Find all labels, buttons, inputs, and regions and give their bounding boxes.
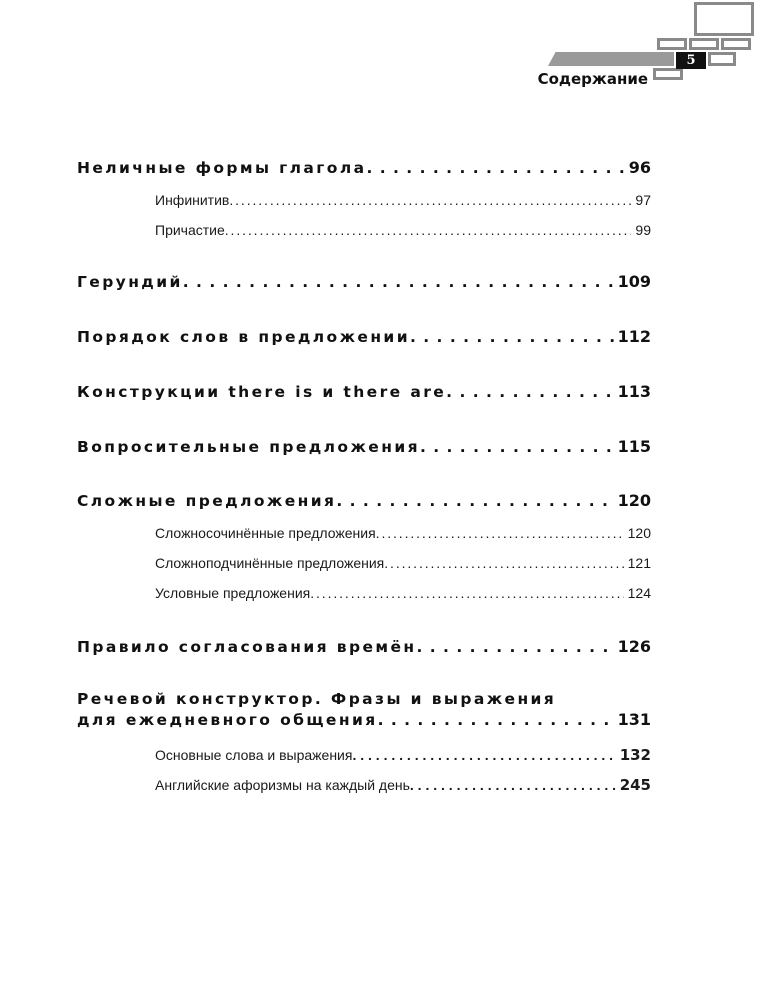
dot-leader xyxy=(410,777,616,793)
toc-subentry-label: Сложносочинённые предложения xyxy=(155,525,376,541)
page-number: 5 xyxy=(676,52,706,69)
toc-page-number: 126 xyxy=(617,637,651,656)
toc-page-number: 109 xyxy=(617,272,651,291)
toc-chapter-label: Сложные предложения xyxy=(77,492,337,510)
toc-page-number: 115 xyxy=(617,437,651,456)
ornament-box xyxy=(689,38,719,50)
toc-chapter-label: Порядок слов в предложении xyxy=(77,328,410,346)
ornament-box xyxy=(694,2,754,36)
toc-chapter[interactable] xyxy=(77,437,651,456)
toc-subentry-label: Основные слова и выражения xyxy=(155,747,353,763)
ornament-box xyxy=(653,68,683,80)
dot-leader xyxy=(183,273,614,291)
toc-page-number: 112 xyxy=(617,327,651,346)
dot-leader xyxy=(225,222,632,238)
toc-subentry[interactable] xyxy=(155,585,651,601)
toc-page-number: 120 xyxy=(617,491,651,510)
toc-chapter-label: Вопросительные предложения xyxy=(77,438,420,456)
toc-subentry-label: Сложноподчинённые предложения xyxy=(155,555,385,571)
toc-chapter-label: Конструкции there is и there are xyxy=(77,383,447,401)
toc-page-number: 99 xyxy=(635,222,651,238)
toc-chapter-label: Неличные формы глагола xyxy=(77,159,367,177)
toc-chapter-label: Герундий xyxy=(77,273,183,291)
ornament-box xyxy=(657,38,687,50)
dot-leader xyxy=(416,638,613,656)
toc-subentry[interactable] xyxy=(155,776,651,794)
toc-subentry[interactable] xyxy=(155,555,651,571)
toc-page-number: 96 xyxy=(628,158,651,177)
toc-page-number: 124 xyxy=(627,585,651,601)
toc-chapter[interactable] xyxy=(77,327,651,346)
toc-chapter-label: Речевой конструктор. Фразы и выражения xyxy=(77,690,557,708)
toc-subentry-label: Условные предложения xyxy=(155,585,311,601)
dot-leader xyxy=(366,159,624,177)
section-title: Содержание xyxy=(537,70,648,88)
toc-chapter[interactable] xyxy=(77,491,651,510)
dot-leader xyxy=(384,555,623,571)
toc-subentry[interactable] xyxy=(155,222,651,238)
toc-subentry[interactable] xyxy=(155,192,651,208)
toc-chapter[interactable] xyxy=(77,637,651,656)
dot-leader xyxy=(446,383,613,401)
ornament-box xyxy=(721,38,751,50)
toc-page-number: 131 xyxy=(617,710,651,729)
toc-chapter[interactable] xyxy=(77,272,651,291)
toc-page-number: 245 xyxy=(619,776,651,794)
toc-chapter[interactable] xyxy=(77,710,651,729)
dot-leader xyxy=(378,711,614,729)
toc-page-number: 97 xyxy=(635,192,651,208)
toc-chapter[interactable] xyxy=(77,382,651,401)
toc-chapter-line1[interactable] xyxy=(77,690,651,708)
toc-page-number: 120 xyxy=(627,525,651,541)
toc-chapter[interactable] xyxy=(77,158,651,177)
dot-leader xyxy=(376,525,624,541)
toc-subentry[interactable] xyxy=(155,746,651,764)
dot-leader xyxy=(352,747,615,763)
dot-leader xyxy=(410,328,614,346)
toc-chapter-label: для ежедневного общения xyxy=(77,711,378,729)
toc-subentry-label: Причастие xyxy=(155,222,225,238)
dot-leader xyxy=(310,585,623,601)
dot-leader xyxy=(420,438,614,456)
dot-leader xyxy=(336,492,613,510)
toc-page-number: 113 xyxy=(617,382,651,401)
dot-leader xyxy=(229,192,631,208)
toc-subentry-label: Инфинитив xyxy=(155,192,230,208)
toc-page-number: 121 xyxy=(627,555,651,571)
toc-chapter-label: Правило согласования времён xyxy=(77,638,417,656)
toc-subentry[interactable] xyxy=(155,525,651,541)
toc-page-number: 132 xyxy=(619,746,651,764)
ornament-box xyxy=(708,52,736,66)
header-bar xyxy=(548,52,674,66)
toc-subentry-label: Английские афоризмы на каждый день xyxy=(155,777,410,793)
